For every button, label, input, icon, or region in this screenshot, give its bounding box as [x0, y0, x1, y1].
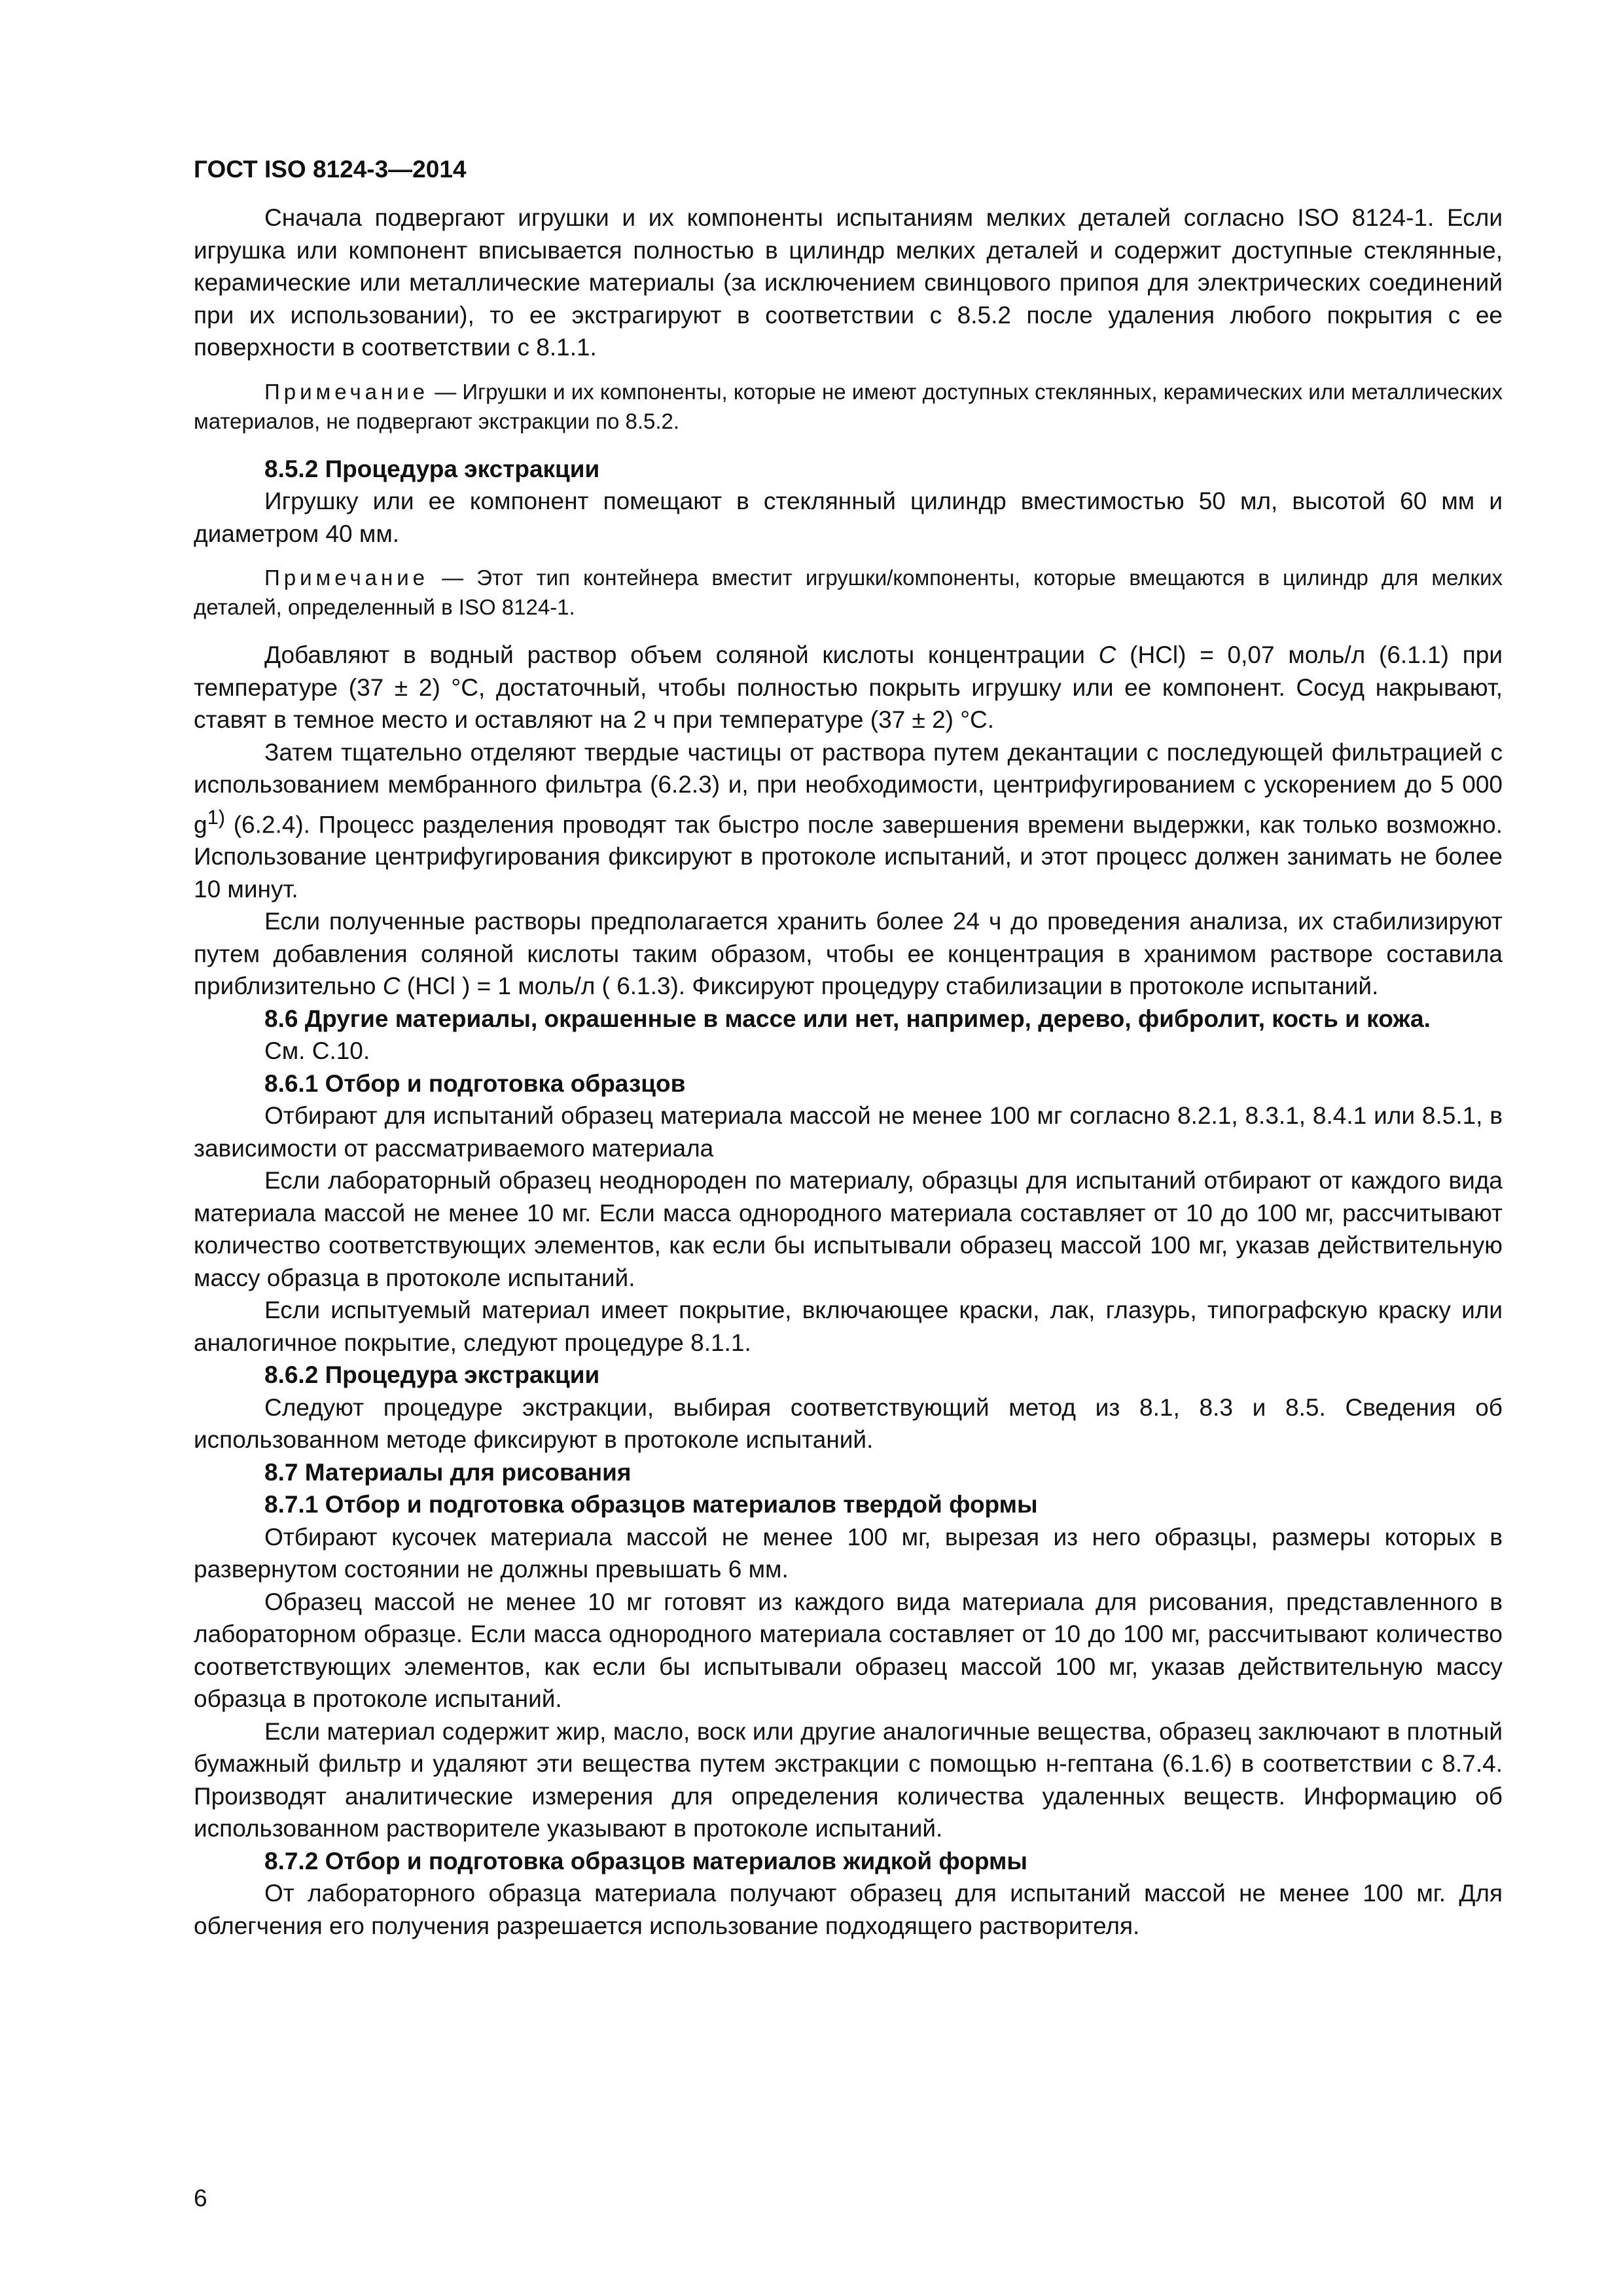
- note-text: — Игрушки и их компоненты, которые не имеют доступных стеклянных, керамических или металлических материалов, не подвергают экстракции по 8.5.2.: [194, 379, 1503, 433]
- paragraph-glass-cylinder: Игрушку или ее компонент помещают в стеклянный цилиндр вместимостью 50 мл, высотой 60 мм и диаметром 40 мм.: [194, 488, 1503, 547]
- note-no-accessible-materials: [194, 377, 1503, 436]
- heading-8-6-2: 8.6.2 Процедура экстракции: [264, 1361, 600, 1389]
- text-run: Добавляют в водный раствор объем соляной кислоты концентрации: [264, 641, 1099, 668]
- paragraph-fat-removal: Если материал содержит жир, масло, воск или другие аналогичные вещества, образец заключают в плотный бумажный фильтр и удаляют эти вещества путем экстракции с помощью н-гептана (6.1.6) в соответствии с 8.7.4. Производят аналитические измерения для определения количества удаленных веществ. Информацию об использованном растворителе указывают в протоколе испытаний.: [194, 1717, 1503, 1842]
- page-number: 6: [194, 2185, 207, 2212]
- symbol-c: C: [1098, 641, 1116, 668]
- paragraph-small-parts-test: Сначала подвергают игрушки и их компоненты испытаниям мелких деталей согласно ISO 8124-1. Если игрушка или компонент вписывается полностью в цилиндр мелких деталей и содержит доступные стеклянные, керамические или металлические материалы (за исключением свинцового припоя для электрических соединений при их использовании), то ее экстрагируют в соответствии с 8.5.2 после удаления любого покрытия с ее поверхности в соответствии с 8.1.1.: [194, 204, 1503, 361]
- paragraph-drawing-materials: Образец массой не менее 10 мг готовят из каждого вида материала для рисования, представленного в лабораторном образце. Если масса однородного материала составляет от 10 до 100 мг, рассчитывают количество соответствующих элементов, как если бы испытывали образец массой 100 мг, указав действительную массу образца в протоколе испытаний.: [194, 1588, 1503, 1713]
- paragraph-add-hcl: [194, 639, 1503, 736]
- footnote-ref: 1): [207, 805, 225, 829]
- paragraph-see-c10: См. С.10.: [264, 1037, 370, 1065]
- heading-8-6-1: 8.6.1 Отбор и подготовка образцов: [264, 1069, 686, 1097]
- heading-8-6: 8.6 Другие материалы, окрашенные в массе или нет, например, дерево, фибролит, кость и кожа.: [264, 1005, 1431, 1032]
- paragraph-separation: [194, 736, 1503, 906]
- document-header: ГОСТ ISO 8124-3—2014: [194, 156, 467, 183]
- paragraph-extraction-method: Следуют процедуре экстракции, выбирая соответствующий метод из 8.1, 8.3 и 8.5. Сведения об использованном методе фиксируют в протоколе испытаний.: [194, 1393, 1503, 1454]
- heading-8-5-2: 8.5.2 Процедура экстракции: [264, 455, 600, 482]
- text-run: (6.2.4). Процесс разделения проводят так быстро после завершения времени выдержки, как только возможно. Использование центрифугирования фиксируют в протоколе испытаний, и этот процесс должен занимать не более 10 минут.: [194, 810, 1503, 903]
- note-container-type: [194, 563, 1503, 622]
- paragraph-sample-100mg: Отбирают для испытаний образец материала массой не менее 100 мг согласно 8.2.1, 8.3.1, 8.4.1 или 8.5.1, в зависимости от рассматриваемого материала: [194, 1102, 1503, 1162]
- paragraph-cut-pieces: Отбирают кусочек материала массой не менее 100 мг, вырезая из него образцы, размеры которых в развернутом состоянии не должны превышать 6 мм.: [194, 1523, 1503, 1583]
- paragraph-heterogeneous-sample: Если лабораторный образец неоднороден по материалу, образцы для испытаний отбирают от каждого вида материала массой не менее 10 мг. Если масса однородного материала составляет от 10 до 100 мг, рассчитывают количество соответствующих элементов, как если бы испытывали образец массой 100 мг, указав действительную массу образца в протоколе испытаний.: [194, 1167, 1503, 1291]
- note-label: Примечание: [264, 379, 429, 404]
- text-run: (HCl ) = 1 моль/л ( 6.1.3). Фиксируют процедуру стабилизации в протоколе испытаний.: [400, 973, 1379, 1000]
- text-run: Затем тщательно отделяют твердые частицы от раствора путем декантации с последующей фильтрацией с использованием мембранного фильтра (6.2.3) и, при необходимости, центрифугированием с ускорением до 5 000 g: [194, 738, 1503, 838]
- paragraph-stabilization: [194, 905, 1503, 1003]
- note-text: — Этот тип контейнера вместит игрушки/компоненты, которые вмещаются в цилиндр для мелких деталей, определенный в ISO 8124-1.: [194, 565, 1503, 619]
- paragraph-liquid-sample: От лабораторного образца материала получают образец для испытаний массой не менее 100 мг. Для облегчения его получения разрешается использование подходящего растворителя.: [194, 1880, 1503, 1939]
- document-body: [194, 202, 1503, 1942]
- heading-8-7: 8.7 Материалы для рисования: [264, 1458, 632, 1486]
- heading-8-7-2: 8.7.2 Отбор и подготовка образцов материалов жидкой формы: [264, 1847, 1028, 1874]
- heading-8-7-1: 8.7.1 Отбор и подготовка образцов материалов твердой формы: [264, 1491, 1038, 1518]
- paragraph-coated-material: Если испытуемый материал имеет покрытие, включающее краски, лак, глазурь, типографскую краску или аналогичное покрытие, следуют процедуре 8.1.1.: [194, 1297, 1503, 1356]
- symbol-c: C: [382, 973, 401, 1000]
- text-run: (HCl) = 0,07 моль/л (6.1.1) при температуре (37 ± 2) °С, достаточный, чтобы полностью покрыть игрушку или ее компонент. Сосуд накрывают, ставят в темное место и оставляют на 2 ч при температуре (37 ± 2) °С.: [194, 641, 1503, 733]
- text-run: Если полученные растворы предполагается хранить более 24 ч до проведения анализа, их стабилизируют путем добавления соляной кислоты таким образом, чтобы ее концентрация в хранимом растворе составила приблизительно: [194, 908, 1503, 1000]
- note-label: Примечание: [264, 565, 429, 590]
